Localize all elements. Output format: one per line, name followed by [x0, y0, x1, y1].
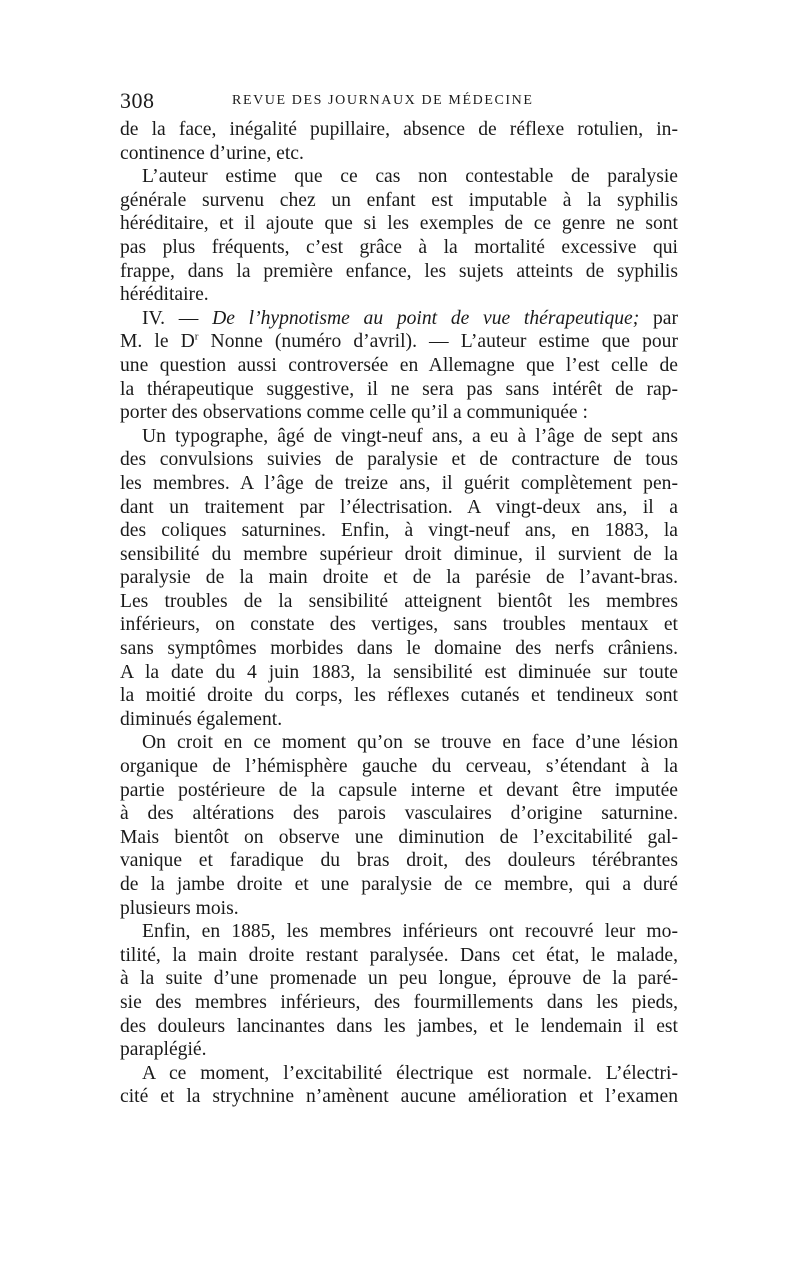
- text-line: organique de l’hémisphère gauche du cerveau, s’étendant à la: [120, 756, 678, 778]
- section-by: par: [653, 307, 679, 329]
- text-line: paralysie de la main droite et de la parésie de l’avant-bras.: [120, 567, 678, 589]
- section-heading-line: [120, 307, 678, 331]
- text-line: plusieurs mois.: [120, 897, 239, 919]
- text-line: Enfin, en 1885, les membres inférieurs ont recouvré leur mo-: [142, 921, 678, 943]
- text-line: Un typographe, âgé de vingt-neuf ans, a eu à l’âge de sept ans: [142, 425, 678, 447]
- text-line: la moitié droite du corps, les réflexes cutanés et tendineux sont: [120, 685, 678, 707]
- text-line: la thérapeutique suggestive, il ne sera pas sans intérêt de rap-: [120, 378, 678, 400]
- text-line: Les troubles de la sensibilité atteignent bientôt les membres: [120, 590, 678, 612]
- text-line: héréditaire, et il ajoute que si les exemples de ce genre ne sont: [120, 213, 678, 235]
- author-line: [120, 330, 678, 354]
- text-line: tilité, la main droite restant paralysée. Dans cet état, le malade,: [120, 944, 678, 966]
- text-line: des convulsions suivies de paralysie et de contracture de tous: [120, 449, 678, 471]
- author-sup: r: [194, 330, 199, 343]
- text-line: de la jambe droite et une paralysie de ce membre, qui a duré: [120, 874, 678, 895]
- text-line: à des altérations des parois vasculaires d’origine saturnine.: [120, 803, 678, 825]
- text-line: A la date du 4 juin 1883, la sensibilité est diminuée sur toute: [120, 661, 678, 683]
- body-text: [120, 118, 678, 1109]
- text-line: sans symptômes morbides dans le domaine des nerfs crâniens.: [120, 638, 678, 660]
- text-line: les membres. A l’âge de treize ans, il guérit complètement pen-: [120, 472, 678, 494]
- text-line: inférieurs, on constate des vertiges, sans troubles mentaux et: [120, 614, 678, 636]
- journal-title: REVUE DES JOURNAUX DE MÉDECINE: [232, 93, 534, 108]
- text-line: A ce moment, l’excitabilité électrique est normale. L’électri-: [142, 1062, 678, 1084]
- text-line: de la face, inégalité pupillaire, absence de réflexe rotulien, in-: [120, 119, 678, 140]
- page-number: 308: [120, 88, 155, 113]
- text-line: Mais bientôt on observe une diminution de l’excitabilité gal-: [120, 826, 678, 848]
- author-rest: Nonne (numéro d’avril). — L’auteur estime que pour: [210, 331, 678, 353]
- text-line: diminués également.: [120, 708, 283, 730]
- text-line: générale survenu chez un enfant est imputable à la syphilis: [120, 189, 678, 211]
- author-prefix: M. le D: [120, 331, 195, 353]
- text-line: une question aussi controversée en Allemagne que l’est celle de: [120, 354, 678, 376]
- text-line: paraplégié.: [120, 1039, 207, 1061]
- running-head: [120, 88, 678, 114]
- book-page: [120, 88, 678, 1109]
- text-line: sie des membres inférieurs, des fourmillements dans les pieds,: [120, 991, 678, 1013]
- text-line: héréditaire.: [120, 284, 209, 306]
- text-line: à la suite d’une promenade un peu longue, éprouve de la paré-: [120, 968, 678, 990]
- text-line: frappe, dans la première enfance, les sujets atteints de syphilis: [120, 260, 678, 282]
- text-line: continence d’urine, etc.: [120, 142, 304, 164]
- text-line: L’auteur estime que ce cas non contestable de paralysie: [142, 166, 678, 188]
- text-line: cité et la strychnine n’amènent aucune amélioration et l’examen: [120, 1086, 678, 1108]
- text-line: des douleurs lancinantes dans les jambes, et le lendemain il est: [120, 1015, 678, 1037]
- text-line: vanique et faradique du bras droit, des douleurs térébrantes: [120, 850, 678, 872]
- text-line: dant un traitement par l’électrisation. A vingt-deux ans, il a: [120, 496, 678, 518]
- text-line: partie postérieure de la capsule interne et devant être imputée: [120, 779, 678, 801]
- text-line: des coliques saturnines. Enfin, à vingt-neuf ans, en 1883, la: [120, 520, 678, 542]
- text-line: porter des observations comme celle qu’il a communiquée :: [120, 402, 588, 424]
- section-title: De l’hypnotisme au point de vue thérapeutique;: [212, 307, 640, 329]
- section-numeral: IV. —: [142, 307, 199, 329]
- text-line: On croit en ce moment qu’on se trouve en face d’une lésion: [142, 732, 678, 754]
- text-line: pas plus fréquents, c’est grâce à la mortalité excessive qui: [120, 236, 678, 258]
- text-line: sensibilité du membre supérieur droit diminue, il survient de la: [120, 543, 678, 565]
